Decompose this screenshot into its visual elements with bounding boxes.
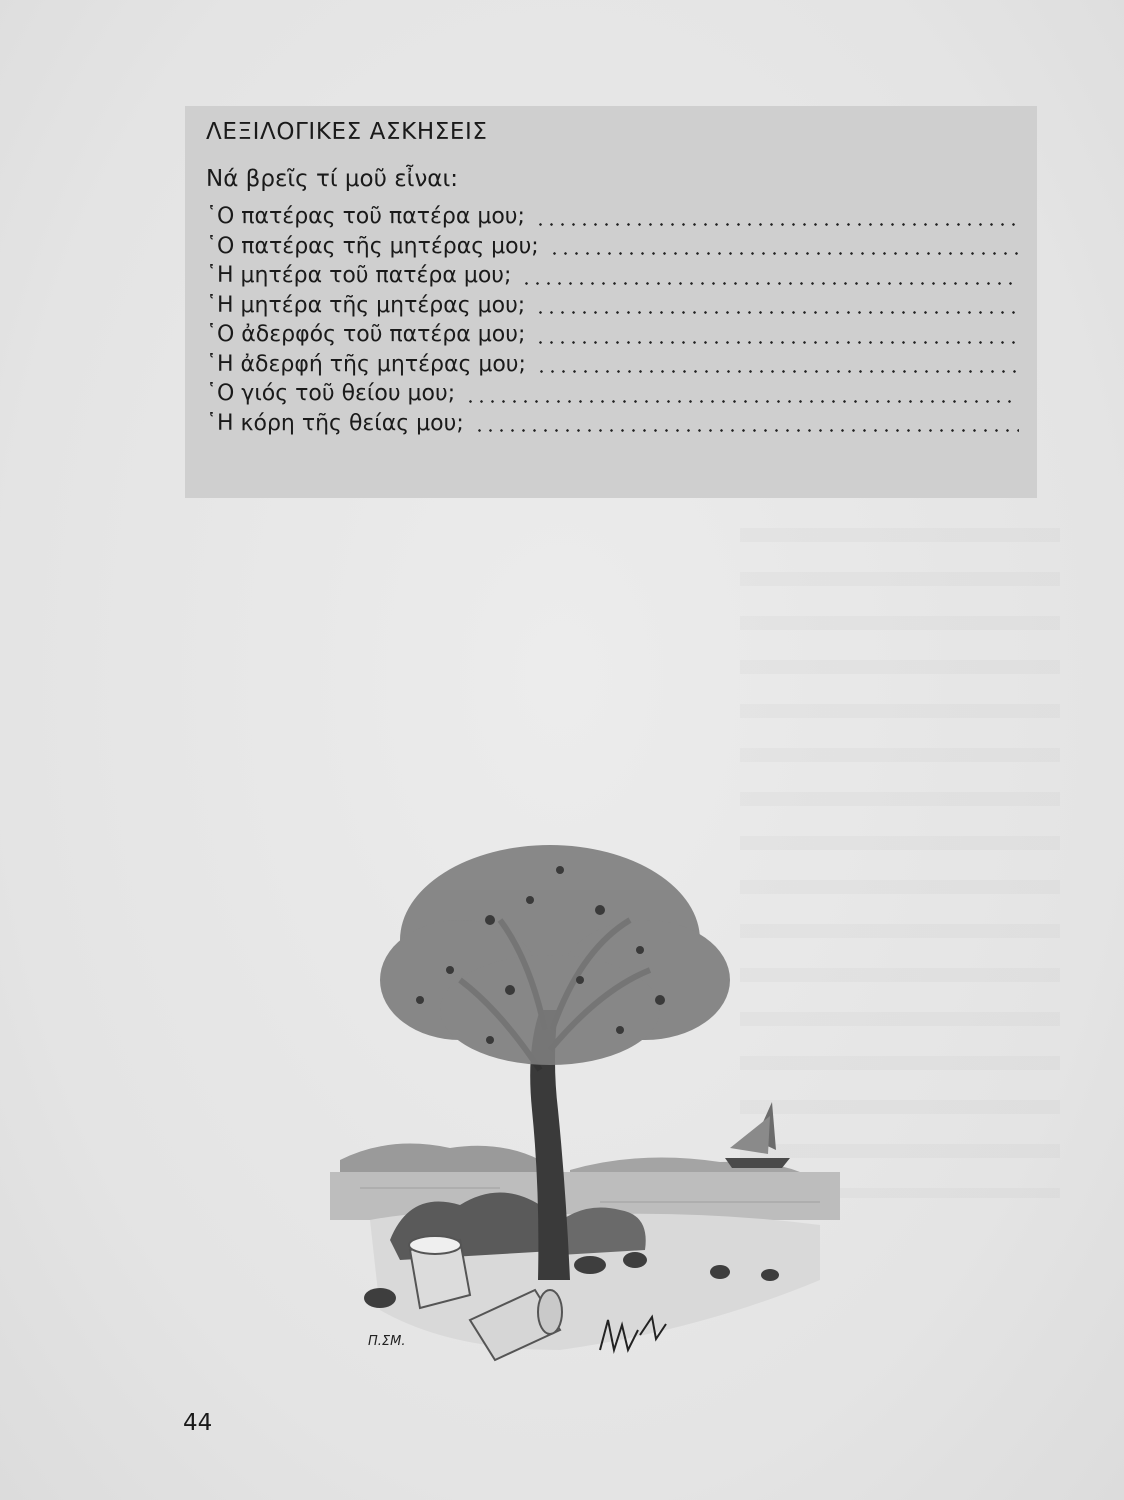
answer-dotted-line [535,341,1019,344]
page-number: 44 [183,1410,213,1436]
vocabulary-exercise-box [185,106,1037,498]
question-text: ῾Η μητέρα τοῦ πατέρα μου; [206,263,512,289]
question-text: ῾Ο πατέρας τῆς μητέρας μου; [206,233,539,259]
answer-dotted-line [549,252,1019,255]
distant-hill [340,1144,540,1172]
question-row [185,320,1037,350]
question-row [185,350,1037,380]
question-text: ῾Η κόρη τῆς θείας μου; [206,410,464,436]
question-text: ῾Ο ἀδερφός τοῦ πατέρα μου; [206,322,526,348]
question-list [185,202,1037,438]
answer-dotted-line [465,400,1019,403]
sailboat [725,1102,790,1168]
answer-dotted-line [536,370,1019,373]
question-row [185,379,1037,409]
tree-foliage [380,845,730,1065]
question-text: ῾Η ἀδερφή τῆς μητέρας μου; [206,351,526,377]
answer-dotted-line [521,282,1019,285]
answer-dotted-line [474,429,1019,432]
answer-dotted-line [535,311,1019,314]
question-row [185,409,1037,439]
question-row [185,232,1037,262]
question-row [185,202,1037,232]
question-text: ῾Ο πατέρας τοῦ πατέρα μου; [206,204,525,230]
question-row [185,291,1037,321]
answer-dotted-line [535,223,1019,226]
exercise-prompt: Νά βρεῖς τί μοῦ εἶναι: [206,166,459,192]
question-text: ῾Η μητέρα τῆς μητέρας μου; [206,292,526,318]
question-row [185,261,1037,291]
tree-by-sea-illustration [300,810,860,1410]
question-text: ῾Ο γιός τοῦ θείου μου; [206,381,456,407]
artist-signature: Π.ΣΜ. [368,1334,406,1349]
exercise-heading: ΛΕΞΙΛΟΓΙΚΕΣ ΑΣΚΗΣΕΙΣ [206,119,488,145]
